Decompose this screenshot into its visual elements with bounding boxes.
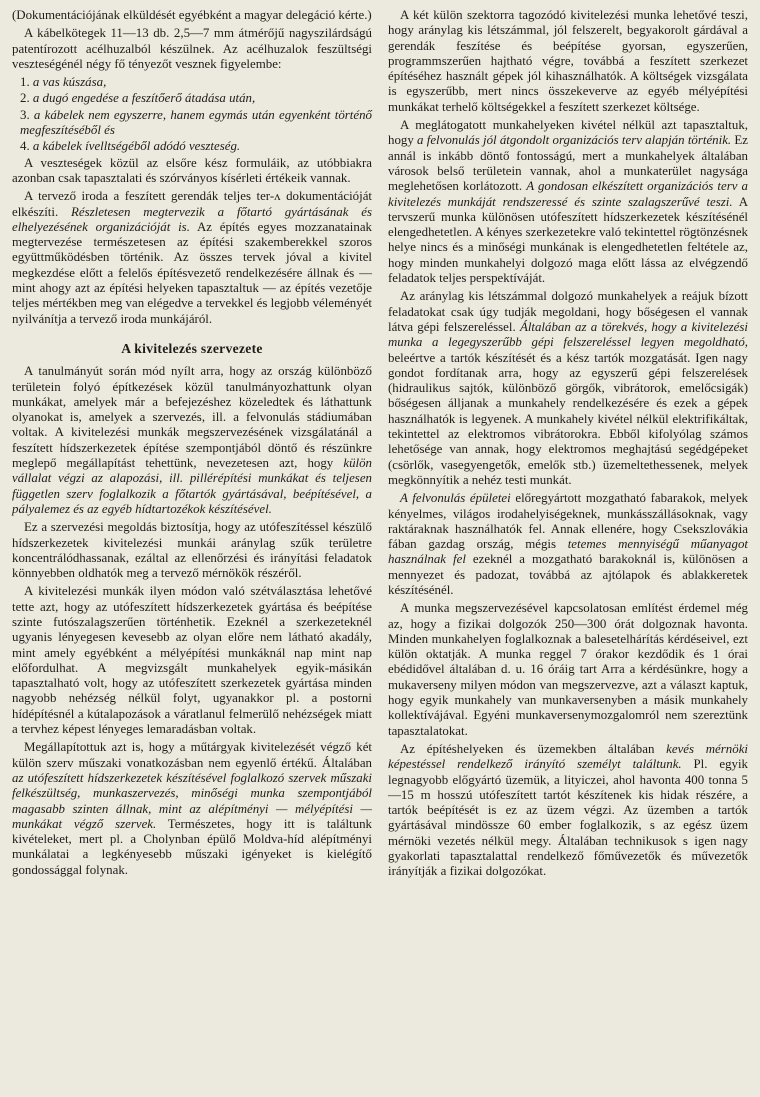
paragraph [388, 8, 748, 115]
body-text: 4. [20, 139, 33, 154]
list-item [12, 139, 372, 154]
body-text: A kábelkötegek 11—13 db. 2,5—7 mm átmérőjű nagyszilárdságú patentírozott acélhuzalból készülnek. Az acélhuzalok feszültségi veszteségénél négy fő tényezőt vesznek figyelembe: [12, 26, 372, 71]
body-text: A veszteségek közül az elsőre kész formuláik, az utóbbiakra azonban csak tapasztalati és szórványos kísérleti értékeik vannak. [12, 155, 372, 185]
emphasis-text: a kábelek nem egyszerre, hanem egymás után egyenként történő megfeszítéséből és [20, 107, 372, 138]
body-text: A meglátogatott munkahelyeken kivétel nélkül azt tapasztaltuk, hogy [388, 118, 748, 148]
emphasis-text: a dugó engedése a feszítőerő átadása után, [32, 91, 256, 106]
list-item [12, 91, 372, 106]
list-item [12, 75, 372, 90]
body-text: 2. [20, 91, 33, 106]
body-text: Ez annál is inkább döntő fontosságú, mert a munkahelyek általában városok belső területein vannak, ahol a munkaterület nagysága meglehetősen korlátozott. [388, 133, 749, 194]
emphasis-text: a kábelek ívelltségéből adódó veszteség. [32, 139, 241, 154]
list-item [12, 108, 372, 139]
paragraph [12, 364, 372, 517]
emphasis-text: tetemes mennyiségű műanyagot használnak fel [388, 537, 748, 567]
paragraph [388, 118, 748, 286]
emphasis-text: A felvonulás épületei [400, 491, 511, 506]
paragraph [12, 584, 372, 737]
paragraph [388, 491, 748, 598]
body-text: (Dokumentációjának elküldését egyébként a magyar delegáció kérte.) [12, 8, 372, 22]
section-heading: A kivitelezés szervezete [121, 340, 263, 356]
body-text: A tervszerű munka különösen utófeszített hídszerkezetek készítésénél elengedhetetlen. A kényes szerkezetekre való tekintettel rögtönzésnek helye nincs és a minőségi munkának is elengedhetetlen feltétele az, hogy minden munkahelyi dolgozó maga előtt lássa az elvégzendő feladatok teljes perspektíváját. [388, 194, 749, 286]
left-column [12, 8, 372, 1097]
paragraph [388, 742, 748, 880]
right-column [388, 8, 748, 1097]
body-text: Ez a szervezési megoldás biztosítja, hogy az utófeszítéssel készülő hídszerkezetek kivitelezési munkái aránylag szűk területre koncentrálódhassanak, ezáltal az ellenőrzési és irányítási feladatok könnyebben oldhatók meg a tervező mérnökök részéről. [12, 520, 372, 581]
paragraph [12, 740, 372, 878]
emphasis-text: külön vállalat végzi az alapozási, ill. pillérépítési munkákat és teljesen független szerv foglalkozik a főtartók gyártásával, beépítésével, a pályalemez és az egyéb hídtartozékok készítésével. [12, 456, 372, 516]
body-text: 3. [20, 107, 34, 122]
body-text: Az építés egyes mozzanatainak megtervezése természetesen az építési szakemberekkel szoros együttműködésben történik. Az összes tervek jóval a kivitel megkezdése előtt a felelős építésvezető rendelkezésére állnak és — mint ahogy azt az építési helyeken tapasztaltuk — az építés vezetője teljes mértékben meg van elégedve a tervekkel és legjobb véleményét nyilvánítja a tervező iroda munkájáról. [12, 219, 372, 326]
emphasis-text: A gondosan elkészített organizációs terv a kivitelezés munkáját rendszeressé és szinte szalagszerűvé teszi. [388, 179, 749, 209]
paragraph [12, 26, 372, 72]
body-text: A tanulmányút során mód nyílt arra, hogy az ország különböző területein folyó építkezések közül tanulmányozhattunk olyan munkákat, amelyek már a befejezéshez közeledtek és láthattunk olyanokat is, amelyek a szervezés, ill. a felvonulás stádiumában voltak. A kivitelezési munkák megszervezésének vizsgálatánál a feszített hídszerkezetek építése szempontjából döntő és részünkre meglepő megállapítást tehettünk, nevezetesen azt, hogy [12, 364, 372, 471]
paragraph [12, 189, 372, 327]
paragraph [12, 8, 372, 23]
body-text: 1. [20, 75, 33, 90]
paragraph [12, 156, 372, 187]
paragraph [388, 601, 748, 739]
body-text: Megállapítottuk azt is, hogy a műtárgyak kivitelezését végző két külön szerv műszaki vonatkozásban nem egyenlő értékű. Általában [12, 740, 372, 770]
paragraph [12, 520, 372, 581]
body-text: előregyártott mozgatható fabarakok, melyek kényelmes, világos irodahelyiségeknek, munkásszállásoknak, vagy raktáraknak használhatók fel. Annak ellenére, hogy Csekszlovákia fában gazdag ország, mégis [388, 491, 748, 552]
body-text: Az aránylag kis létszámmal dolgozó munkahelyek a reájuk bízott feladatokat csak úgy tudják megoldani, hogy bőségesen el vannak látva gépi felszereléssel. [388, 289, 748, 334]
emphasis-text: Részletesen megtervezik a főtartó gyártásának és elhelyezésének organizációját is. [12, 204, 372, 234]
body-text: Pl. egyik legnagyobb előgyártó üzemük, a lityiczei, ahol havonta 400 tonna 5—15 m hosszú utófeszített tartót készítenek kis hidak részére, a tartók beépítését is ez az üzem végzi. Az üzemben a tartók gyártásával mindössze 60 ember foglalkozik, s az egész üzem mérnöki vezetés nélkül megy. Általában technikusok s igen nagy gyakorlati tapasztalattal rendelkező főművezetők és művezetők irányítják a fizikai dolgozókat. [388, 757, 748, 879]
emphasis-text: az utófeszített hídszerkezetek készítésével foglalkozó szervek műszaki felkészültség, munkaszervezés, minőségi munka szempontjából magasabb szinten állnak, mint az alépítményi — mélyépítési — munkákat végző szervek. [12, 770, 372, 831]
emphasis-text: Általában az a törekvés, hogy a kivitelezési munka a legegyszerűbb gépi felszereléssel legyen megoldható, [388, 319, 748, 350]
emphasis-text: a vas kúszása, [32, 75, 107, 90]
emphasis-text: kevés mérnöki képestéssel rendelkező irányító személyt találtunk. [388, 741, 748, 772]
paragraph [388, 289, 748, 488]
body-text: A kivitelezési munkák ilyen módon való szétválasztása lehetővé tette azt, hogy az utófeszített hídszerkezetek gyártása és beépítése szinte futószalagszerűen történhetik. Ezeknél a szerkezeteknél ugyanis lényegesen kevesebb az olyan előre nem látható akadály, mint amely egyébként a mélyépítési munkáknál nap mint nap előfordulhat. A megvizsgált munkahelyek egyik-másikán tapasztalható volt, hogy az utófeszített szerkezetek gyártása minden nagyobb nehézség nélkül folyt, ugyanakkor pl. a postorni hídépítésnél a kútalapozások a váratlanul felmerülő nehézségek miatt a tervhez képest lényeges lemaradásban voltak. [12, 584, 372, 737]
body-text: A munka megszervezésével kapcsolatosan említést érdemel még az, hogy a fizikai dolgozók 250—300 órát dolgoznak havonta. Minden munkahelyen foglalkoznak a balesetelhárítás kérdéseivel, ezt külön oktatják. A munka reggel 7 órakor kezdődik és 1 órai ebédidővel általában d. u. 16 óráig tart Arra a kérdésünkre, hogy a mukaverseny milyen módon van megszervezve, azt a választ kaptuk, hogy egyik munkahely van munkaversenyben a másik munkahely kollektívájával. Egyéni munkaversenymozgalomról nem szereztünk tapasztalatokat. [388, 601, 748, 738]
emphasis-text: a felvonulás jól átgondolt organizációs terv alapján történik. [417, 133, 732, 148]
body-text: ezeknél a mozgatható barakoknál is, különösen a mennyezet és padozat, továbbá az ajtólapok és ablakkeretek készítésénél. [388, 552, 748, 597]
body-text: A két külön szektorra tagozódó kivitelezési munka lehetővé teszi, hogy aránylag kis létszámmal, jól felszerelt, begyakorolt gárdával a gerendák feszítése és beépítése gyorsan, egyszerűen, programmszerűen hajtható végre, továbbá a feszített szerkezet építéséhez használt gépek jól kihasználhatók. A költségek vizsgálata is egyszerűbb, mert nincs összekeverve az egyéb mélyépítési munkákat terhelő költségekkel a feszített szerkezet költsége. [388, 8, 748, 114]
body-text: Az építéshelyeken és üzemekben általában [400, 741, 667, 756]
body-text: A tervező iroda a feszített gerendák teljes ter-ʌ dokumentációját elkészíti. [12, 189, 372, 219]
body-text: Természetes, hogy itt is találtunk kivételeket, mert pl. a Cholynban épülő Moldva-híd alépítményi munkálatai a legkényesebb műszaki igényeket is kielégítő gondossággal folynak. [12, 816, 372, 877]
body-text: beleértve a tartók készítését és a kész tartók mozgatását. Igen nagy gondot fordítanak arra, hogy az egyszerű gépi felszerelések (hidraulikus sajtók, különböző görgők, vibrátorok, emelőcsigák) bőségesen álljanak a munkahely rendelkezésére és ezek a gépek használhatók is legyenek. A munkahely kivétel nélkül elektrifikáltak, tekintettel az elektromos vibrátorokra. Ebből kifolyólag számos lehetősége van annak, hogy elektromos meghajtású segédgépeket (csörlők, vasegyengetők, emelők stb.) üzemeltethessenek, melyek megkönnyítik a nehéz testi munkát. [388, 350, 748, 487]
